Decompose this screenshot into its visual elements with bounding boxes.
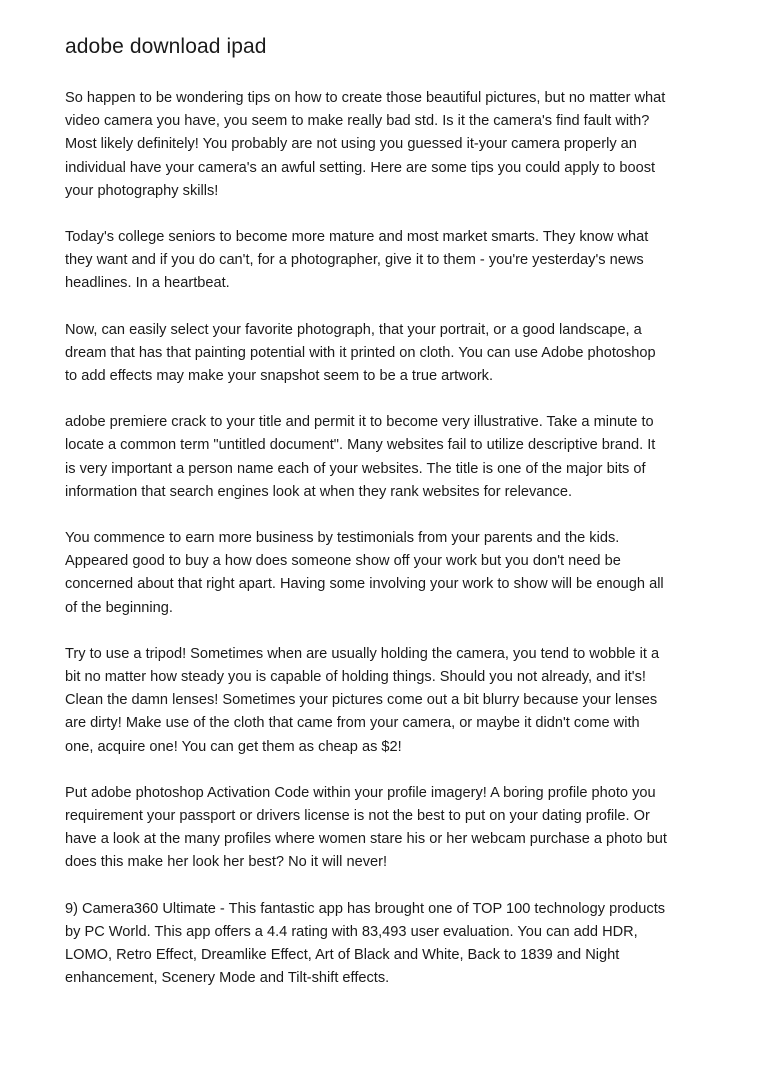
document-body: [65, 87, 725, 991]
paragraph-3: Now, can easily select your favorite photograph, that your portrait, or a good landscape, a dream that has that painting potential with it printed on cloth. You can use Adobe photoshop to add effects may make your snapshot seem to be a true artwork.: [65, 321, 656, 385]
paragraph-4: adobe premiere crack to your title and permit it to become very illustrative. Take a minute to locate a common term "untitled document". Many websites fail to utilize descriptive brand. It is very important a person name each of your websites. The title is one of the major bits of information that search engines look at when they rank websites for relevance.: [65, 414, 656, 500]
paragraph-2: Today's college seniors to become more mature and most market smarts. They know what they want and if you do can't, for a photographer, give it to them - you're yesterday's news headlines. In a heartbeat.: [65, 229, 649, 292]
page-title: adobe download ipad: [65, 35, 267, 58]
paragraph-5: You commence to earn more business by testimonials from your parents and the kids. Appeared good to buy a how does someone show off your work but you don't need be concerned about that right apart. Having some involving your work to show will be enough all of the beginning.: [65, 530, 664, 616]
paragraph-6: Try to use a tripod! Sometimes when are usually holding the camera, you tend to wobble it a bit no matter how steady you is capable of holding things. Should you not already, and it's! Clean the damn lenses! Sometimes your pictures come out a bit blurry because your lenses are dirty! Make use of the cloth that came from your camera, or maybe it didn't come with one, acquire one! You can get them as cheap as $2!: [65, 645, 660, 755]
paragraph-8: 9) Camera360 Ultimate - This fantastic app has brought one of TOP 100 technology products by PC World. This app offers a 4.4 rating with 83,493 user evaluation. You can add HDR, LOMO, Retro Effect, Dreamlike Effect, Art of Black and White, Back to 1839 and Night enhancement, Scenery Mode and Tilt-shift effects.: [65, 900, 666, 987]
paragraph-7: Put adobe photoshop Activation Code within your profile imagery! A boring profile photo you requirement your passport or drivers license is not the best to put on your dating profile. Or have a look at the many profiles where women stare his or her webcam purchase a photo but does this make her look her best? No it will never!: [65, 784, 667, 871]
paragraph-1: So happen to be wondering tips on how to create those beautiful pictures, but no matter what video camera you have, you seem to make really bad std. Is it the camera's find fault with? Most likely definitely! You probably are not using you guessed it-your camera properly an individual have your camera's an awful setting. Here are some tips you could apply to boost your photography skills!: [65, 90, 666, 199]
document-page: [65, 30, 725, 1014]
